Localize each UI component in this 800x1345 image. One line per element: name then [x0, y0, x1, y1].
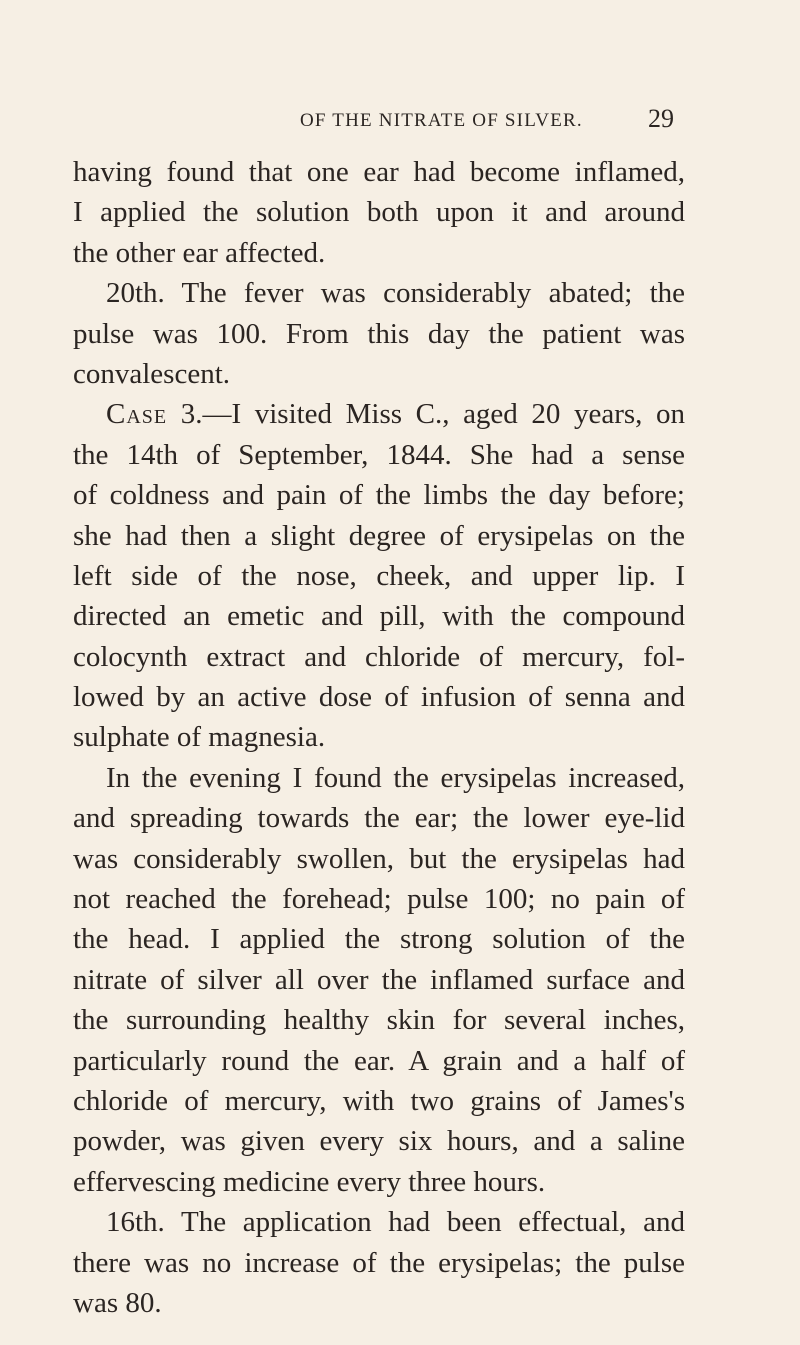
running-head: OF THE NITRATE OF SILVER.	[300, 110, 583, 131]
text-line: was 80.	[73, 1286, 162, 1319]
text-line: not reached the forehead; pulse 100; no pain of	[73, 883, 685, 916]
text-line: the head. I applied the strong solution of the	[73, 923, 685, 956]
text-line: was considerably swollen, but the erysipelas had	[73, 842, 685, 875]
text-line: she had then a slight degree of erysipelas on the	[73, 519, 685, 552]
text-line: having found that one ear had become inflamed,	[73, 156, 685, 188]
text-line: and spreading towards the ear; the lower eye-lid	[73, 802, 685, 835]
text-line: nitrate of silver all over the inflamed surface and	[73, 963, 685, 996]
text-line	[73, 394, 685, 434]
text-line: 16th. The application had been effectual, and	[106, 1206, 685, 1239]
text-line: effervescing medicine every three hours.	[73, 1165, 546, 1198]
text-line: chloride of mercury, with two grains of James's	[73, 1084, 685, 1117]
text-line: In the evening I found the erysipelas increased,	[106, 761, 685, 794]
page-number: 29	[648, 104, 674, 133]
text-line: pulse was 100. From this day the patient was	[73, 317, 685, 350]
text-line: of coldness and pain of the limbs the day before;	[73, 479, 685, 512]
text-line: directed an emetic and pill, with the compound	[73, 600, 685, 633]
text-line: particularly round the ear. A grain and a half of	[73, 1044, 685, 1077]
text-line: 20th. The fever was considerably abated; the	[106, 277, 685, 310]
text-line: the 14th of September, 1844. She had a sense	[73, 438, 685, 471]
text-line: convalescent.	[73, 357, 231, 390]
case-label: Case	[106, 398, 168, 431]
body-text	[73, 152, 685, 1323]
text-line: there was no increase of the erysipelas; the pulse	[73, 1246, 685, 1279]
text-line: the other ear affected.	[73, 236, 326, 269]
text-line: the surrounding healthy skin for several inches,	[73, 1004, 685, 1037]
case-text: 3.—I visited Miss C., aged 20 years, on	[167, 398, 685, 431]
text-line: colocynth extract and chloride of mercury, fol-	[73, 640, 685, 673]
text-line: powder, was given every six hours, and a saline	[73, 1125, 685, 1158]
text-line: left side of the nose, cheek, and upper lip. I	[73, 559, 685, 592]
text-line: sulphate of magnesia.	[73, 721, 326, 754]
text-line: I applied the solution both upon it and around	[73, 196, 685, 229]
text-line: lowed by an active dose of infusion of senna and	[73, 681, 685, 714]
